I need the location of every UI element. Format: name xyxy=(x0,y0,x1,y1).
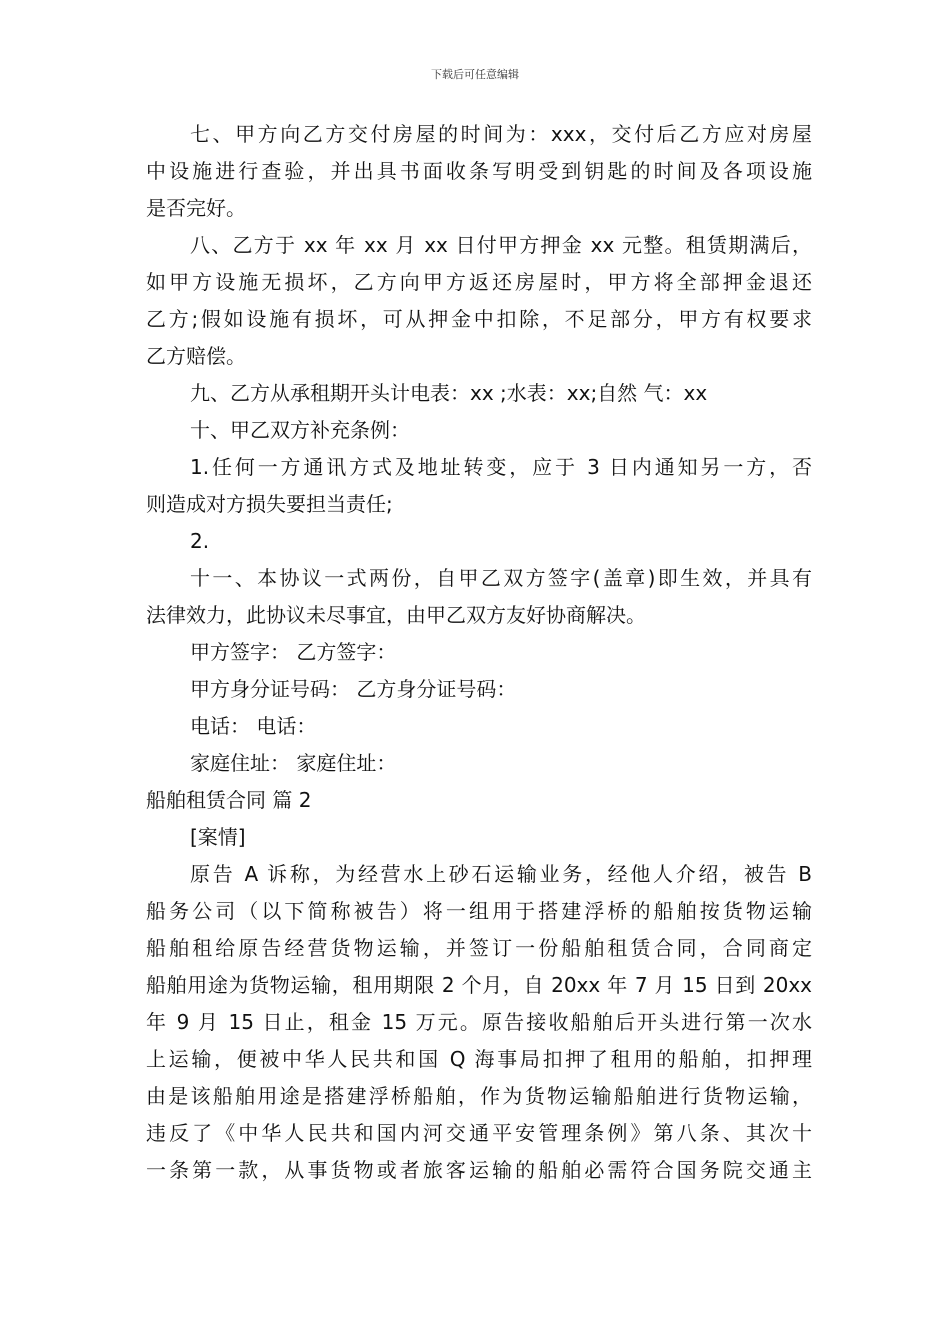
signature-line: 电话： 电话： xyxy=(190,714,317,738)
paragraph-line: 如甲方设施无损坏，乙方向甲方返还房屋时，甲方将全部押金退还 xyxy=(146,270,812,294)
paragraph-line: 中设施进行查验，并出具书面收条写明受到钥匙的时间及各项设施 xyxy=(146,159,812,183)
paragraph-line: 九、乙方从承租期开头计电表：xx ;水表：xx;自然 气：xx xyxy=(190,381,708,405)
paragraph-line: 一条第一款，从事货物或者旅客运输的船舶必需符合国务院交通主 xyxy=(146,1158,812,1182)
paragraph-line: 由是该船舶用途是搭建浮桥船舶，作为货物运输船舶进行货物运输， xyxy=(146,1084,812,1108)
signature-line: 甲方签字： 乙方签字： xyxy=(190,640,397,664)
paragraph-line: 船舶租给原告经营货物运输，并签订一份船舶租赁合同，合同商定 xyxy=(146,936,812,960)
paragraph-line: 年 9 月 15 日止，租金 15 万元。原告接收船舶后开头进行第一次水 xyxy=(146,1010,812,1034)
signature-line: 甲方身分证号码： 乙方身分证号码： xyxy=(190,677,517,701)
paragraph-line: 1.任何一方通讯方式及地址转变，应于 3 日内通知另一方，否 xyxy=(190,455,812,479)
document-body xyxy=(146,116,812,1189)
paragraph-line: 乙方;假如设施有损坏，可从押金中扣除，不足部分，甲方有权要求 xyxy=(146,307,812,331)
paragraph-line: 八、乙方于 xx 年 xx 月 xx 日付甲方押金 xx 元整。租赁期满后， xyxy=(190,233,812,257)
signature-line: 家庭住址： 家庭住址： xyxy=(190,751,397,775)
paragraph-line: 违反了《中华人民共和国内河交通平安管理条例》第八条、其次十 xyxy=(146,1121,812,1145)
paragraph-line: 2. xyxy=(190,529,210,553)
paragraph-line: 十一、本协议一式两份，自甲乙双方签字(盖章)即生效，并具有 xyxy=(190,566,812,590)
section-title: 船舶租赁合同 篇 2 xyxy=(146,788,312,812)
subsection-label: [案情] xyxy=(190,825,246,849)
paragraph-line: 原告 A 诉称，为经营水上砂石运输业务，经他人介绍，被告 B xyxy=(190,862,812,886)
paragraph-line: 是否完好。 xyxy=(146,196,246,220)
paragraph-line: 船舶用途为货物运输，租用期限 2 个月，自 20xx 年 7 月 15 日到 20xx xyxy=(146,973,812,997)
paragraph-line: 船务公司（以下简称被告）将一组用于搭建浮桥的船舶按货物运输 xyxy=(146,899,812,923)
page-header: 下载后可任意编辑 xyxy=(431,68,519,81)
paragraph-line: 上运输，便被中华人民共和国 Q 海事局扣押了租用的船舶，扣押理 xyxy=(146,1047,812,1071)
paragraph-line: 则造成对方损失要担当责任; xyxy=(146,492,393,516)
paragraph-line: 法律效力，此协议未尽事宜，由甲乙双方友好协商解决。 xyxy=(146,603,646,627)
paragraph-line: 十、甲乙双方补充条例： xyxy=(190,418,410,442)
paragraph-line: 七、甲方向乙方交付房屋的时间为：xxx，交付后乙方应对房屋 xyxy=(190,122,812,146)
paragraph-line: 乙方赔偿。 xyxy=(146,344,246,368)
